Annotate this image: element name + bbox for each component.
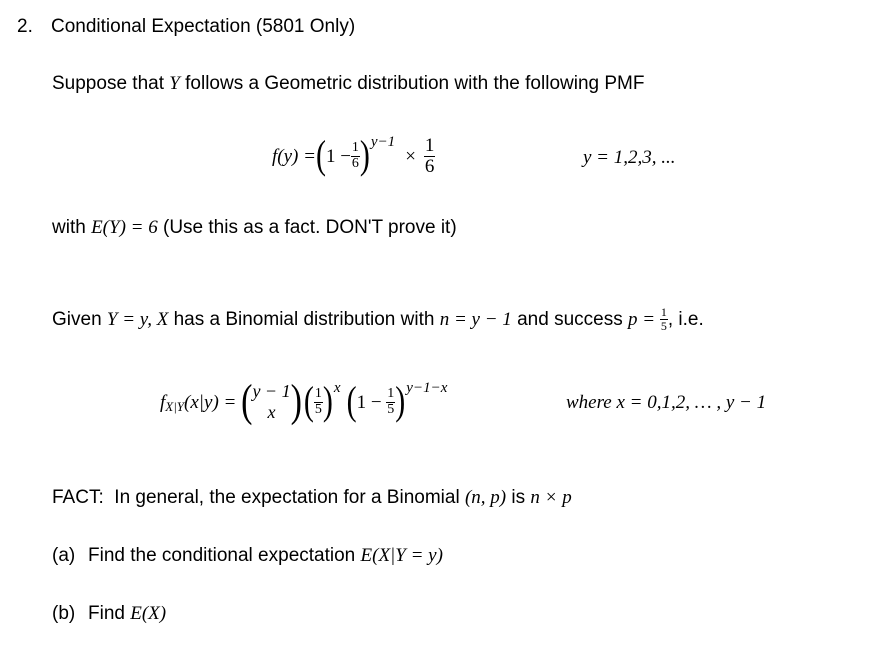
binom-lhs-f: f: [160, 391, 166, 413]
given-math-2: n = y − 1: [439, 308, 512, 330]
binom-lhs-sub: X|Y: [165, 398, 185, 414]
binomial-coefficient: [252, 381, 290, 422]
pmf-fraction-outer: [424, 136, 436, 177]
given-mid-1: has a Binomial distribution with: [168, 308, 440, 330]
binom-paren-open: (: [241, 376, 253, 427]
expectation-suffix: (Use this as a fact. DON'T prove it): [157, 217, 457, 238]
pmf-frac-num-2: 1: [424, 134, 435, 156]
part-b-label: (b): [52, 603, 76, 624]
binom-frac-2-den: 5: [387, 401, 395, 417]
intro-line: [52, 74, 644, 93]
given-math-1: Y = y, X: [106, 308, 169, 330]
paren-open: (: [315, 133, 326, 178]
binomial-pmf-formula: [160, 374, 447, 430]
fact-mid: is: [506, 487, 531, 508]
part-b-math: E(X): [130, 603, 167, 624]
given-comma: ,: [667, 308, 674, 330]
p-num: 1: [660, 304, 667, 319]
binom-one-minus: 1 −: [356, 391, 387, 413]
binom-top: y − 1: [252, 381, 291, 402]
part-a-math: E(X|Y = y): [360, 545, 443, 566]
frac-paren-close: ): [322, 379, 333, 424]
pmf-lhs: f(y) =: [272, 145, 316, 167]
binom-paren-close: ): [290, 376, 302, 427]
binom-frac-1-num: 1: [314, 385, 322, 401]
pmf-exponent: y−1: [370, 133, 396, 150]
binom-frac-2-num: 1: [387, 385, 395, 401]
expectation-line: [52, 218, 457, 237]
part-a-label: (a): [52, 545, 76, 566]
binom-exp-x: x: [333, 379, 341, 396]
intro-prefix: Suppose that: [52, 73, 170, 94]
part-a: [52, 546, 443, 565]
pmf-frac-den: 6: [351, 155, 359, 171]
binom-bottom: x: [267, 402, 276, 422]
given-suffix: i.e.: [673, 308, 704, 330]
pmf-fraction-inner: [351, 141, 360, 171]
success-prob-fraction: [660, 306, 668, 332]
fact-line: [52, 488, 572, 507]
fact-math: (n, p): [464, 487, 507, 508]
question-heading: [17, 17, 355, 36]
rest-paren-open: (: [346, 379, 357, 424]
pmf-support: y = 1,2,3, ...: [583, 147, 676, 168]
part-b-text: Find: [88, 603, 131, 624]
given-prefix: Given: [52, 308, 107, 330]
expectation-math: E(Y) = 6: [91, 217, 158, 238]
binom-exp-rest: y−1−x: [406, 379, 448, 396]
fact-result: n × p: [530, 487, 572, 508]
paren-close: ): [359, 133, 370, 178]
question-title: Conditional Expectation (5801 Only): [51, 16, 356, 37]
pmf-frac-num: 1: [351, 139, 359, 155]
fact-prefix: FACT: In general, the expectation for a Binomial: [52, 487, 465, 508]
binomial-support: where x = 0,1,2, … , y − 1: [566, 392, 767, 413]
expectation-prefix: with: [52, 217, 92, 238]
part-a-text: Find the conditional expectation: [88, 545, 361, 566]
given-mid-2: and success: [511, 308, 628, 330]
p-den: 5: [660, 318, 667, 333]
given-math-3: p =: [627, 308, 660, 330]
binom-lhs-args: (x|y) =: [184, 391, 242, 413]
question-number: 2.: [17, 16, 33, 37]
pmf-frac-den-2: 6: [424, 155, 435, 177]
given-line: [52, 304, 704, 334]
binom-frac-2: [386, 387, 395, 417]
pmf-times: ×: [405, 145, 416, 167]
rest-paren-close: ): [395, 379, 406, 424]
part-b: [52, 604, 166, 623]
frac-paren-open: (: [303, 379, 314, 424]
geometric-pmf-formula: [272, 130, 435, 182]
pmf-one-minus: 1 −: [325, 145, 351, 167]
binom-frac-1: [314, 387, 323, 417]
intro-variable: Y: [169, 73, 180, 94]
intro-suffix: follows a Geometric distribution with the following PMF: [179, 73, 645, 94]
binom-frac-1-den: 5: [314, 401, 322, 417]
